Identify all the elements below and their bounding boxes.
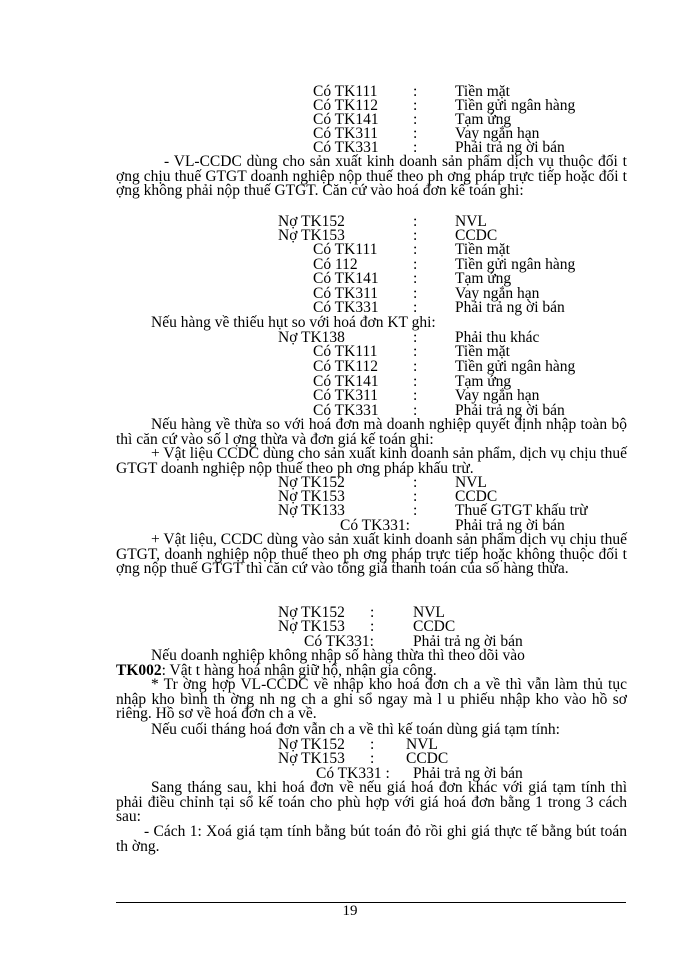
- colon: :: [413, 329, 418, 346]
- account-label: Có TK111: [313, 83, 378, 100]
- account-label: Nợ TK153: [278, 618, 345, 635]
- account-label: Có 112: [313, 256, 358, 273]
- account-desc: NVL: [455, 213, 487, 230]
- account-desc: Tiền mặt: [455, 343, 510, 360]
- account-label: Có TK331:: [304, 633, 374, 650]
- account-desc: CCDC: [455, 227, 498, 244]
- account-label: Có TK331: [313, 299, 379, 316]
- account-desc: NVL: [413, 604, 445, 621]
- colon: :: [413, 256, 418, 273]
- colon: :: [413, 111, 418, 128]
- account-label: Có TK141: [313, 373, 379, 390]
- colon: :: [413, 299, 418, 316]
- account-label: Nợ TK133: [278, 502, 345, 519]
- paragraph: [116, 649, 627, 678]
- paragraph: + Vật liệu, CCDC dùng vào sản xuất kinh doanh sản phẩm dịch vụ chịu thuế GTGT, doanh nghiệp nộp thuế theo ph ơng pháp trực tiếp hoặc không thuộc đối t ợng nộp thuế GTGT thì căn cứ vào tổng giá thanh toán của số hàng thừa.: [116, 531, 627, 578]
- paragraph: * Tr ờng hợp VL-CCDC về nhập kho hoá đơn ch a về thì vẫn làm thủ tục nhập kho bình th ờng nh ng ch a ghi sổ ngay mà l u phiếu nhập kho vào hồ sơ riêng. Hồ sơ về hoá đơn ch a về.: [116, 676, 627, 723]
- account-label: Có TK311: [313, 285, 379, 302]
- account-desc: CCDC: [406, 750, 449, 767]
- account-label: Có TK331: [313, 402, 379, 419]
- paragraph: Nếu cuối tháng hoá đơn vẫn ch a về thì kế toán dùng giá tạm tính:: [151, 721, 560, 738]
- account-label: Có TK141: [313, 111, 379, 128]
- account-desc: Tiền gửi ngân hàng: [455, 97, 576, 114]
- paragraph-text: : Vật t hàng hoá nhận giữ hộ, nhận gia công.: [161, 661, 437, 679]
- account-label: Có TK311: [313, 125, 379, 142]
- colon: :: [413, 213, 418, 230]
- paragraph: - VL-CCDC dùng cho sản xuất kinh doanh sản phẩm dịch vụ thuộc đối t ợng chịu thuế GTGT doanh nghiệp nộp thuế theo ph ơng pháp trực tiếp hoặc đối t ợng không phải nộp thuế GTGT. Căn cứ vào hoá đơn kế toán ghi:: [116, 153, 627, 200]
- account-label: Có TK331: [313, 139, 379, 156]
- account-desc: Vay ngắn hạn: [455, 125, 540, 142]
- account-desc: Tiền mặt: [455, 83, 510, 100]
- colon: :: [413, 488, 418, 505]
- account-label: Có TK141: [313, 270, 379, 287]
- colon: :: [370, 750, 375, 767]
- paragraph: + Vật liệu CCDC dùng cho sản xuất kinh doanh sản phẩm, dịch vụ chịu thuế GTGT doanh nghiệp nộp thuế theo ph ơng pháp khấu trừ.: [116, 445, 627, 477]
- account-label: Nợ TK152: [278, 474, 345, 491]
- colon: :: [370, 618, 375, 635]
- account-desc: Vay ngắn hạn: [455, 387, 540, 404]
- account-desc: Tạm ứng: [455, 373, 512, 390]
- account-label: Có TK111: [313, 241, 378, 258]
- colon: :: [413, 373, 418, 390]
- account-desc: NVL: [455, 474, 487, 491]
- account-desc: Phải trả ng ời bán: [455, 517, 565, 534]
- account-desc: CCDC: [455, 488, 498, 505]
- colon: :: [413, 83, 418, 100]
- account-label: Có TK311: [313, 387, 379, 404]
- paragraph: Sang tháng sau, khi hoá đơn về nếu giá hoá đơn khác với giá tạm tính thì phải điều chỉnh tại sổ kế toán cho phù hợp với giá hoá đơn bằng 1 trong 3 cách sau:: [116, 779, 627, 826]
- account-label: Nợ TK138: [278, 329, 345, 346]
- account-label: Có TK331 :: [316, 765, 390, 782]
- page-number: 19: [342, 903, 358, 919]
- account-label: Nợ TK153: [278, 488, 345, 505]
- colon: :: [370, 604, 375, 621]
- colon: :: [370, 736, 375, 753]
- colon: :: [413, 270, 418, 287]
- colon: :: [413, 358, 418, 375]
- account-desc: Phải trả ng ời bán: [455, 139, 565, 156]
- account-label: Nợ TK152: [278, 736, 345, 753]
- colon: :: [413, 241, 418, 258]
- colon: :: [413, 474, 418, 491]
- account-desc: Tạm ứng: [455, 270, 512, 287]
- paragraph: - Cách 1: Xoá giá tạm tính bằng bút toán đỏ rồi ghi giá thực tế bằng bút toán th ờng.: [116, 823, 627, 855]
- paragraph: Nếu hàng về thừa so với hoá đơn mà doanh nghiệp quyết định nhập toàn bộ thì căn cứ vào số l ợng thừa và đơn giá kế toán ghi:: [116, 416, 627, 448]
- account-desc: Phải trả ng ời bán: [413, 633, 523, 650]
- account-desc: Tạm ứng: [455, 111, 512, 128]
- account-desc: CCDC: [413, 618, 456, 635]
- account-desc: Tiền gửi ngân hàng: [455, 256, 576, 273]
- account-desc: Tiền mặt: [455, 241, 510, 258]
- colon: :: [413, 502, 418, 519]
- account-desc: Thuế GTGT khấu trừ: [455, 502, 588, 519]
- account-label: Có TK112: [313, 358, 379, 375]
- account-desc: Tiền gửi ngân hàng: [455, 358, 576, 375]
- colon: :: [413, 97, 418, 114]
- account-label: Nợ TK152: [278, 604, 345, 621]
- colon: :: [413, 402, 418, 419]
- colon: :: [413, 343, 418, 360]
- account-desc: Vay ngắn hạn: [455, 285, 540, 302]
- account-label: Có TK111: [313, 343, 378, 360]
- account-desc: Phải trả ng ời bán: [455, 402, 565, 419]
- colon: :: [413, 387, 418, 404]
- account-label: Có TK331:: [340, 517, 410, 534]
- account-label: Có TK112: [313, 97, 379, 114]
- paragraph: Nếu hàng về thiếu hụt so với hoá đơn KT ghi:: [151, 314, 436, 331]
- account-desc: Phải trả ng ời bán: [455, 299, 565, 316]
- account-label: Nợ TK153: [278, 227, 345, 244]
- account-desc: NVL: [406, 736, 438, 753]
- colon: :: [413, 125, 418, 142]
- colon: :: [413, 139, 418, 156]
- account-label: Nợ TK153: [278, 750, 345, 767]
- account-label: Nợ TK152: [278, 213, 345, 230]
- colon: :: [413, 227, 418, 244]
- paragraph-text: Nếu doanh nghiệp không nhập số hàng thừa thì theo dõi vào: [151, 647, 525, 664]
- tk002-label: TK002: [116, 661, 162, 679]
- account-desc: Phải thu khác: [455, 329, 540, 346]
- account-desc: Phải trả ng ời bán: [413, 765, 523, 782]
- colon: :: [413, 285, 418, 302]
